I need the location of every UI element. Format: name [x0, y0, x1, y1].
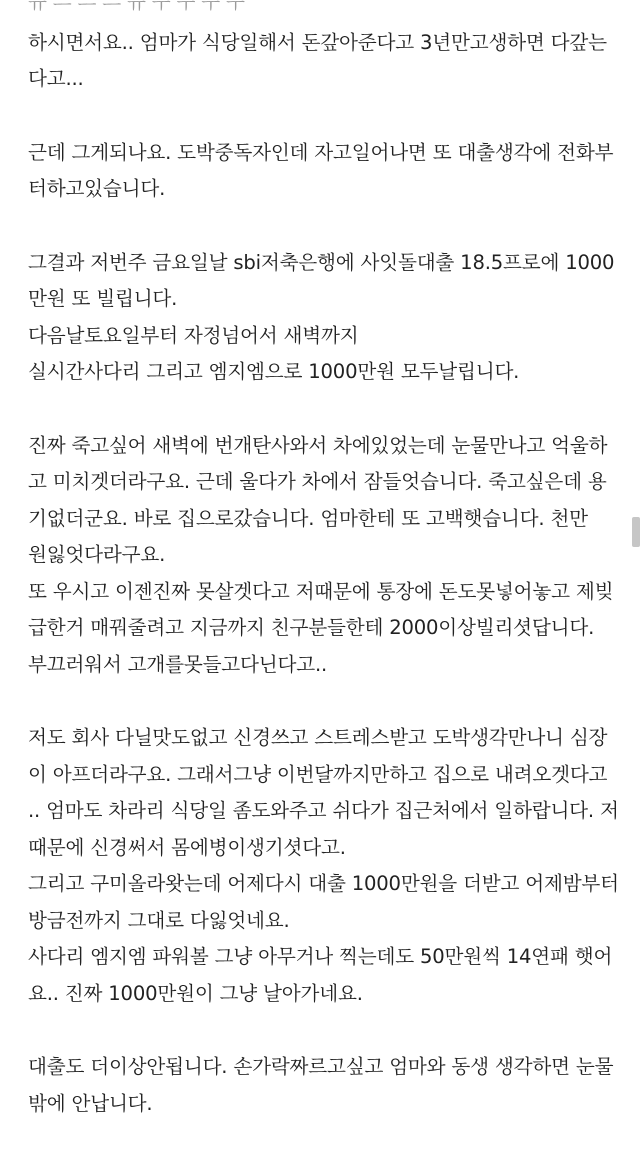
- text-line: 또 우시고 이젠진짜 못살겟다고 저때문에 통장에 돈도못넣어놓고 제빚: [28, 579, 614, 603]
- text-line: 다음날토요일부터 자정넘어서 새벽까지: [28, 323, 359, 347]
- paragraph: [28, 428, 628, 684]
- paragraph: [28, 0, 628, 98]
- scrollbar-thumb[interactable]: [632, 517, 640, 547]
- text-line: 밖에 안납니다.: [28, 1091, 153, 1115]
- text-line: 급한거 매꿔줄려고 지금까지 친구분들한테 2000이상빌리셧답니다.: [28, 616, 595, 639]
- text-line: 대출도 더이상안됩니다. 손가락짜르고싶고 엄마와 동생 생각하면 눈물: [28, 1055, 614, 1078]
- text-line: 만원 또 빌립니다.: [28, 287, 178, 310]
- text-line: 터하고있습니다.: [28, 177, 166, 200]
- paragraph: [28, 245, 628, 391]
- text-line: 저도 회사 다닐맛도없고 신경쓰고 스트레스받고 도박생각만나니 심장: [28, 726, 608, 749]
- text-line: 근데 그게되나요. 도박중독자인데 자고일어나면 또 대출생각에 전화부: [28, 140, 614, 164]
- paragraph: [28, 135, 628, 208]
- text-line: 실시간사다리 그리고 엠지엠으로 1000만원 모두날립니다.: [28, 360, 520, 383]
- text-line: 하시면서요.. 엄마가 식당일해서 돈갚아준다고 3년만고생하면 다갚는: [28, 30, 607, 54]
- text-line: 방금전까지 그대로 다잃엇네요.: [28, 908, 290, 932]
- paragraph: [28, 720, 628, 1012]
- text-line: 기없더군요. 바로 집으로갔습니다. 엄마한테 또 고백햇습니다. 천만: [28, 506, 588, 530]
- text-line: 진짜 죽고싶어 새벽에 번개탄사와서 차에있었는데 눈물만나고 억울하: [28, 433, 608, 457]
- text-line: 그결과 저번주 금요일날 sbi저축은행에 사잇돌대출 18.5프로에 1000: [28, 250, 615, 274]
- text-line: ㅠ ㅡ ㅡ ㅡ ㅠ ㅜ ㅜ ㅜ ㅜ: [28, 0, 245, 17]
- text-line: 부끄러워서 고개를못들고다닌다고..: [28, 652, 327, 676]
- text-line: 원잃엇다라구요.: [28, 543, 166, 566]
- text-line: .. 엄마도 차라리 식당일 좀도와주고 쉬다가 집근처에서 일하랍니다. 저: [28, 799, 619, 822]
- text-line: 이 아프더라구요. 그래서그냥 이번달까지만하고 집으로 내려오겟다고: [28, 762, 608, 786]
- text-line: 다고...: [28, 67, 84, 90]
- paragraph: [28, 1049, 628, 1122]
- text-line: 고 미치겟더라구요. 근데 울다가 차에서 잠들엇습니다. 죽고싶은데 용: [28, 470, 607, 493]
- post-body: [28, 0, 628, 1159]
- text-line: 사다리 엠지엠 파워볼 그냥 아무거나 찍는데도 50만원씩 14연패 햇어: [28, 945, 613, 968]
- text-line: 요.. 진짜 1000만원이 그냥 날아가네요.: [28, 981, 363, 1005]
- text-line: 때문에 신경써서 몸에병이생기셧다고.: [28, 835, 346, 859]
- text-line: 그리고 구미올라왓는데 어제다시 대출 1000만원을 더받고 어제밤부터: [28, 872, 619, 895]
